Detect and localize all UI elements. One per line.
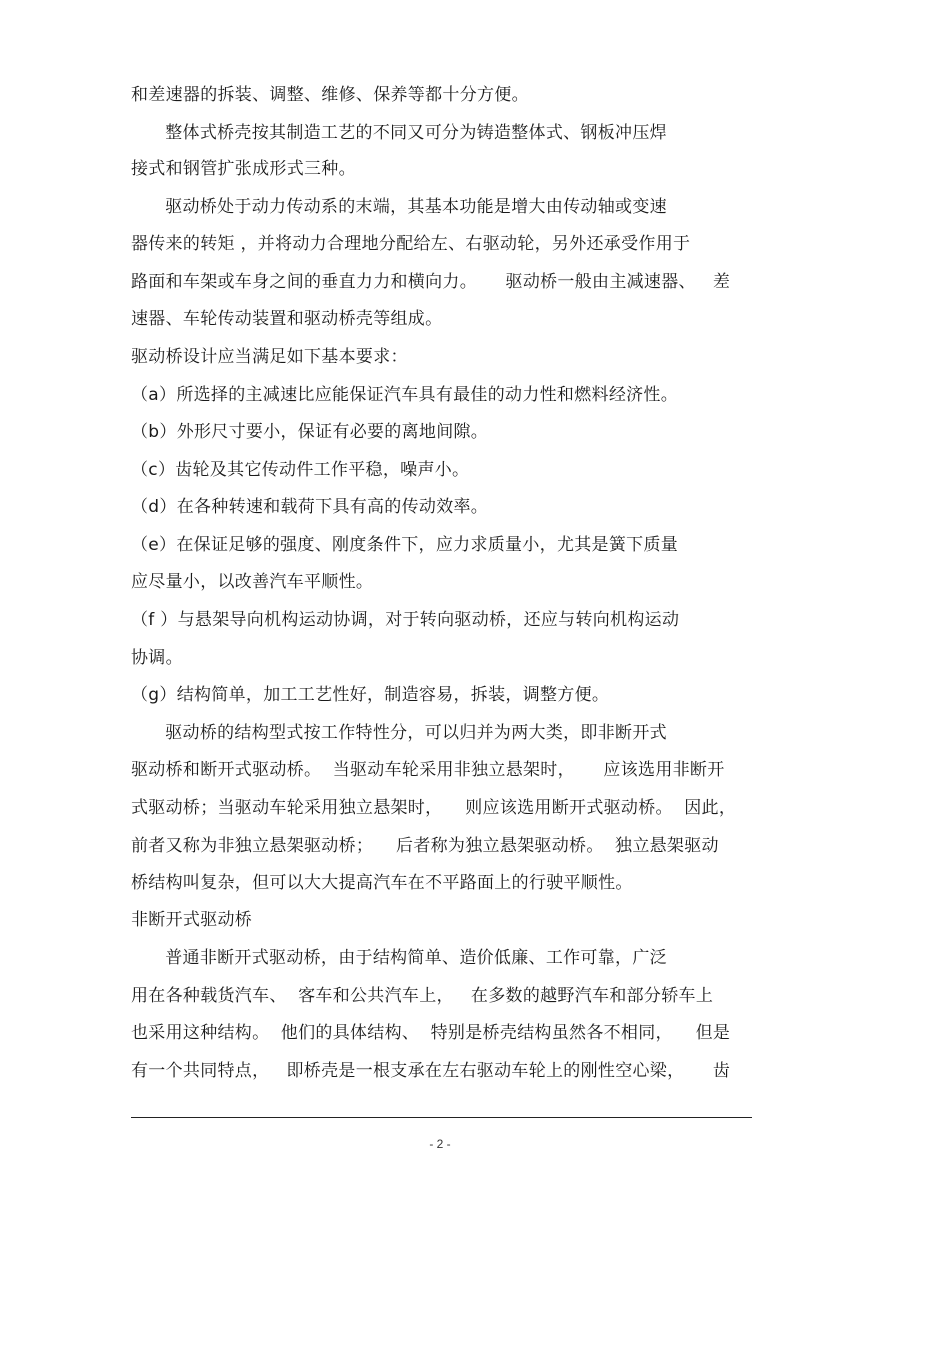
text-line: 驱动桥的结构型式按工作特性分，可以归并为两大类，即非断开式	[131, 723, 667, 743]
text-line: 驱动桥处于动力传动系的末端，其基本功能是增大由传动轴或变速	[131, 197, 667, 217]
text-line: 接式和钢管扩张成形式三种。	[131, 159, 356, 179]
text-line: 前者又称为非独立悬架驱动桥； 后者称为独立悬架驱动桥。 独立悬架驱动	[131, 836, 719, 856]
list-item: （a）所选择的主减速比应能保证汽车具有最佳的动力性和燃料经济性。	[131, 385, 679, 405]
text-line: 器传来的转矩 ，并将动力合理地分配给左、右驱动轮，另外还承受作用于	[131, 234, 691, 254]
text-line: 驱动桥和断开式驱动桥。 当驱动车轮采用非独立悬架时， 应该选用非断开	[131, 760, 725, 780]
list-item: （g）结构简单，加工工艺性好，制造容易，拆装，调整方便。	[131, 685, 610, 705]
text-line: 用在各种载货汽车、 客车和公共汽车上， 在多数的越野汽车和部分轿车上	[131, 986, 714, 1006]
text-line: 速器、车轮传动装置和驱动桥壳等组成。	[131, 309, 443, 329]
text-line: 普通非断开式驱动桥，由于结构简单、造价低廉、工作可靠，广泛	[131, 948, 667, 968]
text-line: 应尽量小，以改善汽车平顺性。	[131, 572, 374, 592]
list-item: （f ）与悬架导向机构运动协调，对于转向驱动桥，还应与转向机构运动	[131, 610, 680, 630]
text-line: 驱动桥设计应当满足如下基本要求：	[131, 347, 408, 367]
list-item: （e）在保证足够的强度、刚度条件下，应力求质量小，尤其是簧下质量	[131, 535, 679, 555]
text-line: 路面和车架或车身之间的垂直力力和横向力。 驱动桥一般由主减速器、 差	[131, 272, 731, 292]
list-item: （b）外形尺寸要小，保证有必要的离地间隙。	[131, 422, 489, 442]
text-line: 式驱动桥；当驱动车轮采用独立悬架时， 则应该选用断开式驱动桥。 因此，	[131, 798, 737, 818]
text-line: 有一个共同特点， 即桥壳是一根支承在左右驱动车轮上的刚性空心梁， 齿	[131, 1061, 731, 1081]
section-heading: 非断开式驱动桥	[131, 910, 253, 930]
footer-rule	[131, 1117, 752, 1118]
list-item: （d）在各种转速和载荷下具有高的传动效率。	[131, 497, 489, 517]
text-line: 和差速器的拆装、调整、维修、保养等都十分方便。	[131, 85, 529, 105]
list-item: （c）齿轮及其它传动件工作平稳，噪声小。	[131, 460, 470, 480]
page-number: - 2 -	[429, 1137, 451, 1151]
text-line: 也采用这种结构。 他们的具体结构、 特别是桥壳结构虽然各不相同， 但是	[131, 1023, 731, 1043]
text-line: 协调。	[131, 648, 183, 668]
text-line: 桥结构叫复杂，但可以大大提高汽车在不平路面上的行驶平顺性。	[131, 873, 633, 893]
text-line: 整体式桥壳按其制造工艺的不同又可分为铸造整体式、钢板冲压焊	[131, 123, 667, 143]
